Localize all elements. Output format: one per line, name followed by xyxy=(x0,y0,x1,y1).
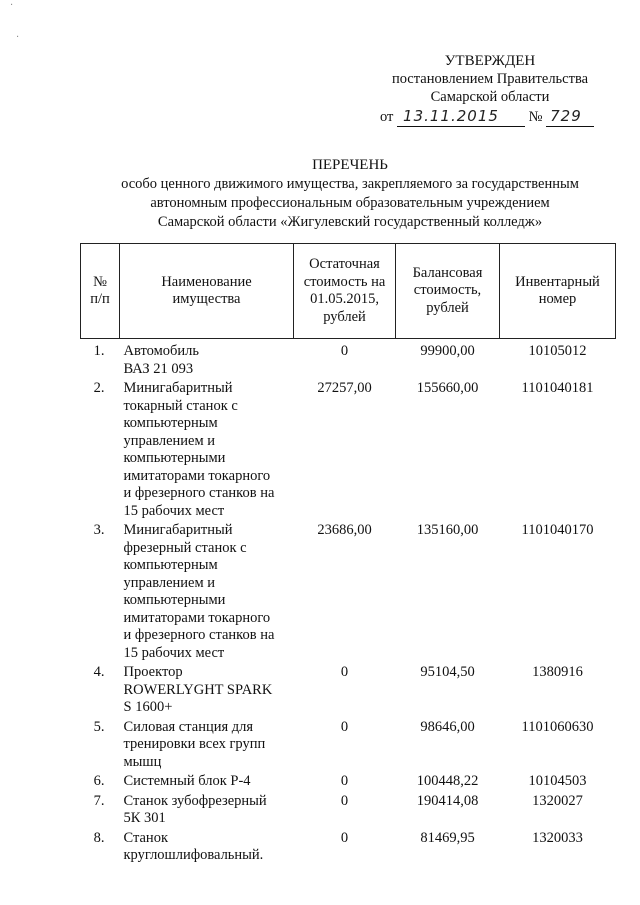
table-row xyxy=(81,719,616,774)
header-name: Наименование имущества xyxy=(120,244,294,339)
row-num: 3. xyxy=(93,522,105,538)
row-inventory: 1101060630 xyxy=(521,718,594,735)
row-num: 5. xyxy=(93,718,105,735)
scan-speck: · xyxy=(16,32,20,43)
list-subtitle-line: особо ценного движимого имущества, закрепляемого за государственным xyxy=(121,176,579,192)
approved-label: УТВЕРЖДЕН xyxy=(444,53,536,69)
decree-number: 729 xyxy=(550,107,582,125)
row-num: 8. xyxy=(93,829,105,846)
row-residual: 0 xyxy=(340,664,349,680)
row-balance: 190414,08 xyxy=(416,792,479,809)
row-inventory: 1320033 xyxy=(532,829,583,846)
table-row xyxy=(81,343,616,380)
row-inventory: 10105012 xyxy=(528,343,587,359)
row-num: 1. xyxy=(93,343,105,359)
row-name: Силовая станция для тренировки всех групп мышц xyxy=(123,718,266,770)
row-inventory: 10104503 xyxy=(528,773,587,789)
row-inventory: 1380916 xyxy=(532,664,583,680)
list-title: ПЕРЕЧЕНЬ xyxy=(312,157,388,173)
decree-date: 13.11.2015 xyxy=(403,107,499,125)
row-residual: 0 xyxy=(340,829,349,846)
header-residual: Остаточная стоимость на 01.05.2015, рублей xyxy=(294,244,396,339)
header-balance: Балансовая стоимость, рублей xyxy=(396,244,500,339)
list-subtitle-line: автономным профессиональным образовательным учреждением xyxy=(150,195,550,211)
row-balance: 155660,00 xyxy=(416,380,479,396)
row-balance: 81469,95 xyxy=(420,829,475,846)
row-name: Проектор ROWERLYGHT SPARK S 1600+ xyxy=(123,664,273,715)
row-name: Станок круглошлифовальный. xyxy=(123,829,264,863)
row-name: Минигабаритный токарный станок с компьютерным управлением и компьютерными имитаторами токарного и фрезерного станков на 15 рабочих мест xyxy=(123,380,275,519)
list-heading xyxy=(60,156,640,232)
row-num: 6. xyxy=(93,773,105,789)
row-residual: 0 xyxy=(340,773,349,789)
header-inventory: Инвентарный номер xyxy=(500,244,616,339)
row-balance: 99900,00 xyxy=(420,343,475,359)
row-balance: 95104,50 xyxy=(420,664,475,680)
approved-by-label: постановлением Правительства xyxy=(391,71,589,87)
row-num: 2. xyxy=(93,380,105,396)
table-row xyxy=(81,793,616,830)
table-row xyxy=(81,773,616,793)
table-row xyxy=(81,522,616,664)
row-inventory: 1320027 xyxy=(532,792,583,809)
row-inventory: 1101040181 xyxy=(521,380,594,396)
row-residual: 23686,00 xyxy=(317,522,372,538)
header-num: № п/п xyxy=(81,244,120,339)
row-num: 4. xyxy=(93,664,105,680)
approved-region-label: Самарской области xyxy=(430,89,550,105)
row-residual: 0 xyxy=(340,792,349,809)
row-balance: 100448,22 xyxy=(416,773,479,789)
scan-speck: · xyxy=(10,0,14,11)
row-inventory: 1101040170 xyxy=(521,522,594,538)
row-name: Автомобиль ВАЗ 21 093 xyxy=(123,343,199,377)
row-num: 7. xyxy=(93,792,105,809)
decree-line xyxy=(380,108,600,127)
row-name: Станок зубофрезерный 5К 301 xyxy=(123,792,267,826)
row-residual: 27257,00 xyxy=(317,380,372,396)
number-prefix: № xyxy=(528,109,543,125)
table-row xyxy=(81,664,616,719)
row-name: Системный блок Р-4 xyxy=(123,773,251,789)
table-row xyxy=(81,830,616,867)
table-header-row xyxy=(81,244,616,339)
row-residual: 0 xyxy=(340,718,349,735)
row-residual: 0 xyxy=(340,343,349,359)
table-row xyxy=(81,380,616,522)
date-prefix: от xyxy=(380,109,394,125)
approval-heading xyxy=(380,52,600,106)
row-balance: 135160,00 xyxy=(416,522,479,538)
list-subtitle-line: Самарской области «Жигулевский государственный колледж» xyxy=(157,214,543,230)
row-name: Минигабаритный фрезерный станок с компьютерным управлением и компьютерными имитаторами токарного и фрезерного станков на 15 рабочих мест xyxy=(123,522,275,661)
property-table xyxy=(80,243,616,867)
row-balance: 98646,00 xyxy=(420,718,475,735)
